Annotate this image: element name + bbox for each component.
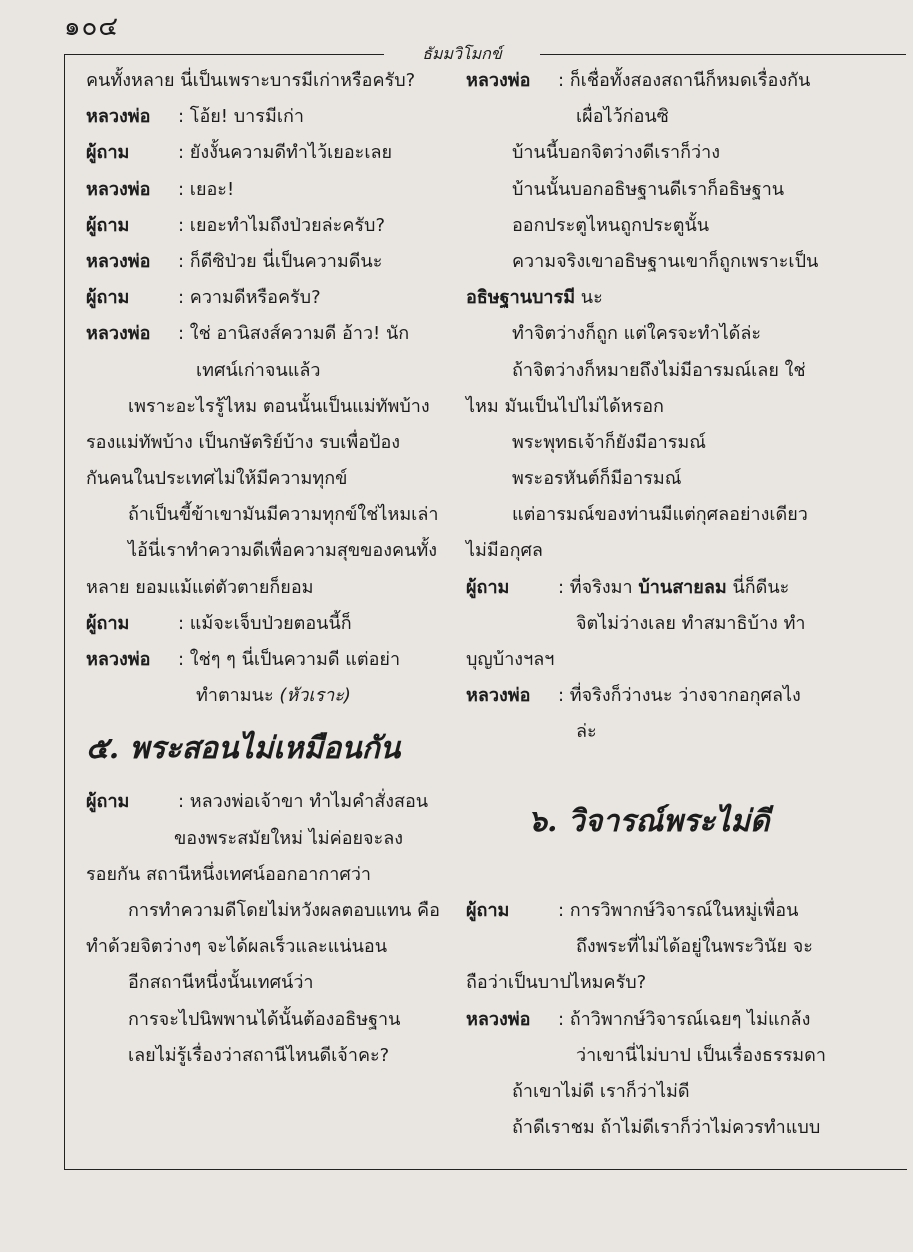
bold-term: อธิษฐานบารมี [466,287,576,309]
text-line [466,929,828,965]
text-line [86,821,442,857]
left-dialogue-2 [86,784,442,1074]
line-text: แต่อารมณ์ของท่านมีแต่กุศลอย่างเดียว [512,504,808,526]
text-line [86,929,442,965]
right-column [466,63,828,1146]
line-text: การจะไปนิพพานได้นั้นต้องอธิษฐาน [128,1008,401,1030]
text-line [86,280,442,316]
text-line [466,425,828,461]
right-dialogue-1 [466,63,828,751]
text-line [466,1002,828,1038]
line-text: กันคนในประเทศไม่ให้มีความทุกข์ [86,468,348,490]
right-dialogue-2 [466,893,828,1146]
text-line [466,280,828,316]
spacer [466,857,828,893]
speaker-label: ผู้ถาม [86,791,130,813]
line-text: ทำตามนะ [196,685,274,707]
speaker-label: หลวงพ่อ [86,323,151,345]
text-line [466,461,828,497]
line-text: บ้านนั้นบอกอธิษฐานดีเราก็อธิษฐาน [512,178,785,200]
line-text: การทำความดีโดยไม่หวังผลตอบแทน คือ [128,899,440,921]
text-line [86,389,442,425]
bold-term: บ้านสายลม [638,576,727,598]
line-text: ถ้าเขาไม่ดี เราก็ว่าไม่ดี [512,1080,690,1102]
text-line [86,316,442,352]
line-text: : ที่จริงมา [558,576,639,598]
line-text: ไอ้นี่เราทำความดีเพื่อความสุขของคนทั้ง [128,540,438,562]
line-text: ออกประตูไหนถูกประตูนั้น [512,214,710,236]
line-text: เทศน์เก่าจนแล้ว [196,359,321,381]
section-heading-5: ๕. พระสอนไม่เหมือนกัน [86,731,401,767]
line-text: : ใช่ อานิสงส์ความดี อ้าว! นัก [178,323,410,345]
line-text: ล่ะ [576,721,597,743]
line-text: ทำจิตว่างก็ถูก แต่ใครจะทำได้ล่ะ [512,323,762,345]
text-line [466,497,828,533]
text-line [466,714,828,750]
line-text: : ก็ดีซิป่วย นี่เป็นความดีนะ [178,250,383,272]
text-line [466,389,828,425]
text-line [86,425,442,461]
speaker-label: ผู้ถาม [86,214,130,236]
text-line [86,497,442,533]
speaker-label: ผู้ถาม [86,612,130,634]
line-text: บ้านนี้บอกจิตว่างดีเราก็ว่าง [512,142,721,164]
running-title: ธัมมวิโมกข์ [422,44,502,63]
text-line [466,1110,828,1146]
text-line [86,353,442,389]
spacer [466,751,828,787]
line-text: : ความดีหรือครับ? [178,287,321,309]
line-text: : ที่จริงก็ว่างนะ ว่างจากอกุศลไง [558,685,801,707]
text-line [86,965,442,1001]
line-text: : ถ้าวิพากษ์วิจารณ์เฉยๆ ไม่แกล้ง [558,1008,811,1030]
line-text: : แม้จะเจ็บป่วยตอนนี้ก็ [178,612,352,634]
speaker-label: ผู้ถาม [466,899,510,921]
line-text: : เยอะทำไมถึงป่วยล่ะครับ? [178,214,386,236]
line-text: ถือว่าเป็นบาปไหมครับ? [466,972,647,994]
line-text: ถ้าดีเราชม ถ้าไม่ดีเราก็ว่าไม่ควรทำแบบ [512,1117,821,1139]
speaker-label: หลวงพ่อ [466,685,531,707]
line-text: นี่ก็ดีนะ [726,576,790,598]
line-text: หลาย ยอมแม้แต่ตัวตายก็ยอม [86,576,314,598]
speaker-label: หลวงพ่อ [86,106,151,128]
text-line [466,172,828,208]
line-text: คนทั้งหลาย นี่เป็นเพราะบารมีเก่าหรือครับ? [86,70,416,91]
text-line [86,99,442,135]
speaker-label: หลวงพ่อ [86,250,151,272]
line-text: ทำด้วยจิตว่างๆ จะได้ผลเร็วและแน่นอน [86,936,388,958]
left-dialogue-1 [86,63,442,714]
text-line [466,316,828,352]
text-line [86,244,442,280]
text-line [466,678,828,714]
text-line [466,244,828,280]
text-line [466,570,828,606]
text-line [466,135,828,171]
line-text: : โอ้ย! บารมีเก่า [178,106,304,128]
speaker-label: หลวงพ่อ [86,178,151,200]
text-line [86,533,442,569]
text-line [86,208,442,244]
section-heading-6: ๖. วิจารณ์พระไม่ดี [528,803,770,839]
speaker-label: หลวงพ่อ [466,1008,531,1030]
text-line [86,678,442,714]
text-line [86,172,442,208]
line-text: ไหม มันเป็นไปไม่ได้หรอก [466,395,664,417]
line-text: บุญบ้างฯลฯ [466,649,555,670]
speaker-label: ผู้ถาม [466,576,510,598]
text-line [86,461,442,497]
speaker-label: ผู้ถาม [86,142,130,164]
text-line [466,893,828,929]
line-text: นะ [575,287,603,309]
line-text: รองแม่ทัพบ้าง เป็นกษัตริย์บ้าง รบเพื่อป้อง [86,431,401,453]
text-line [86,570,442,606]
text-line [466,965,828,1001]
line-text: เลยไม่รู้เรื่องว่าสถานีไหนดีเจ้าคะ? [128,1044,390,1066]
line-text: พระอรหันต์ก็มีอารมณ์ [512,468,682,490]
line-text: : หลวงพ่อเจ้าขา ทำไมคำสั่งสอน [178,791,429,813]
text-line [466,533,828,569]
line-text: ถึงพระที่ไม่ได้อยู่ในพระวินัย จะ [576,936,813,958]
speaker-label: หลวงพ่อ [466,70,531,91]
text-line [466,1074,828,1110]
text-line [86,857,442,893]
speaker-label: ผู้ถาม [86,287,130,309]
line-text: ถ้าเป็นขี้ข้าเขามันมีความทุกข์ใช่ไหมเล่า [128,504,439,526]
speaker-label: หลวงพ่อ [86,649,151,670]
text-line [86,1002,442,1038]
line-text: เผื่อไว้ก่อนซิ [576,106,669,128]
text-line [86,893,442,929]
page-number: ๑๐๔ [64,12,120,42]
text-line [86,642,442,678]
line-text: : ยังงั้นความดีทำไว้เยอะเลย [178,142,393,164]
text-line [466,63,828,99]
italic-note: (หัวเราะ) [279,685,351,707]
line-text: ถ้าจิตว่างก็หมายถึงไม่มีอารมณ์เลย ใช่ [512,359,806,381]
left-column [86,63,442,1074]
line-text: : การวิพากษ์วิจารณ์ในหมู่เพื่อน [558,899,799,921]
line-text: ว่าเขานี่ไม่บาป เป็นเรื่องธรรมดา [576,1044,826,1066]
text-line [466,606,828,642]
line-text: รอยกัน สถานีหนึ่งเทศน์ออกอากาศว่า [86,863,372,885]
text-line [86,135,442,171]
text-line [466,353,828,389]
text-line [86,606,442,642]
text-line [466,1038,828,1074]
text-line [86,784,442,820]
line-text: ความจริงเขาอธิษฐานเขาก็ถูกเพราะเป็น [512,250,819,272]
text-line [86,63,442,99]
text-line [466,642,828,678]
line-text: จิตไม่ว่างเลย ทำสมาธิบ้าง ทำ [576,612,806,634]
line-text: : ใช่ๆ ๆ นี่เป็นความดี แต่อย่า [178,649,401,670]
line-text: อีกสถานีหนึ่งนั้นเทศน์ว่า [128,972,314,994]
line-text: : เยอะ! [178,178,235,200]
line-text: ไม่มีอกุศล [466,540,543,562]
line-text: ของพระสมัยใหม่ ไม่ค่อยจะลง [174,827,404,849]
line-text: เพราะอะไรรู้ไหม ตอนนั้นเป็นแม่ทัพบ้าง [128,395,430,417]
line-text: : ก็เชื่อทั้งสองสถานีก็หมดเรื่องกัน [558,70,811,91]
text-line [466,208,828,244]
line-text: พระพุทธเจ้าก็ยังมีอารมณ์ [512,431,706,453]
text-line [466,99,828,135]
text-line [86,1038,442,1074]
